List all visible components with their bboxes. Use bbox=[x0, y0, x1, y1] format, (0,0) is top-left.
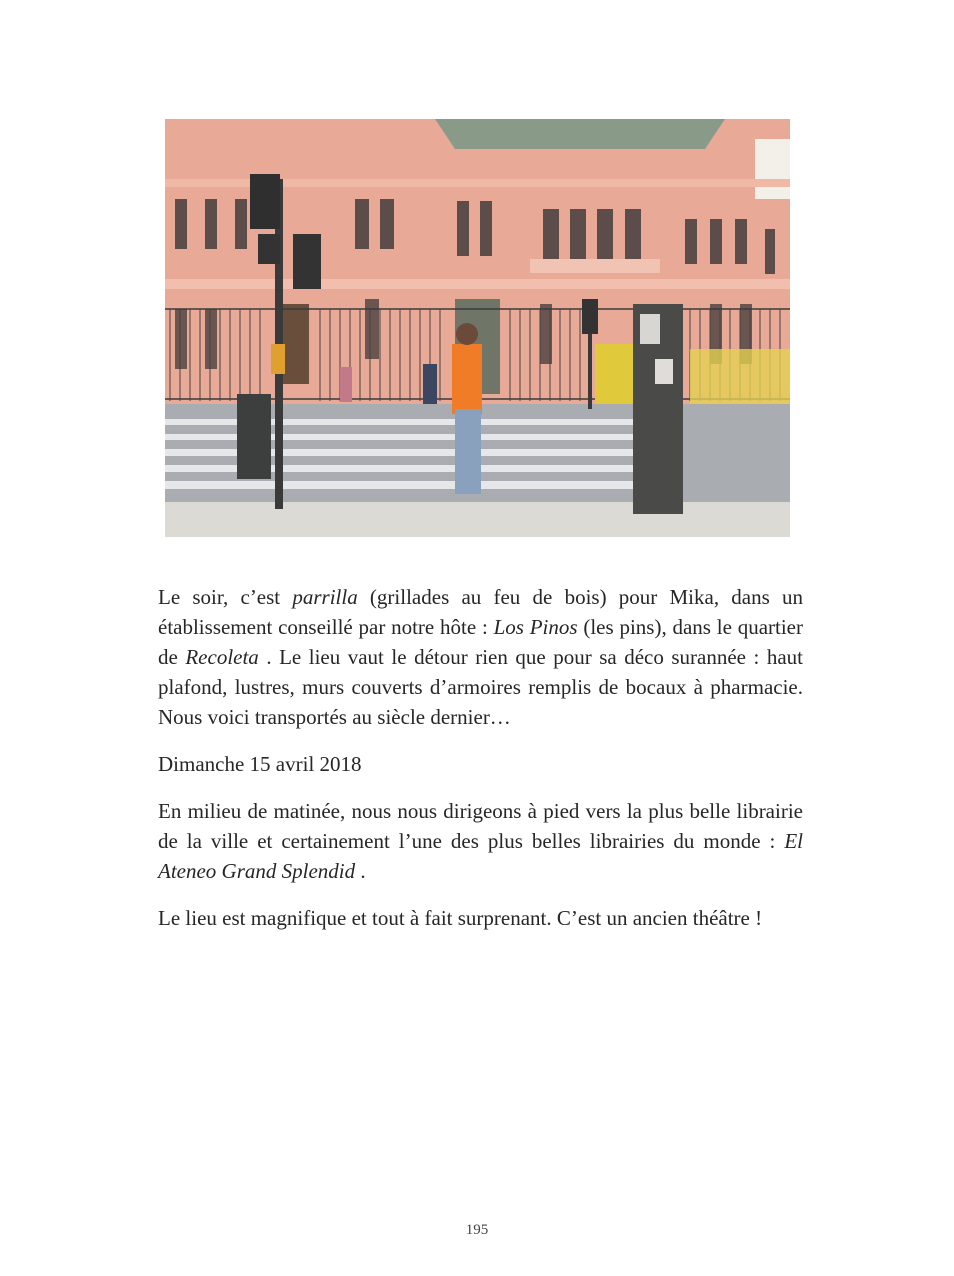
italic-term-parrilla: parrilla bbox=[292, 585, 358, 609]
paragraph-library bbox=[158, 796, 803, 886]
page-number: 195 bbox=[465, 1222, 489, 1238]
text-span: (grillades au feu de bois) pour Mika, dans un établissement conseillé par notre hôte : bbox=[158, 585, 803, 639]
text-span: Le soir, c’est bbox=[158, 585, 293, 609]
italic-term-recoleta: Recoleta bbox=[185, 645, 259, 669]
text-span: . Le lieu vaut le détour rien que pour sa déco surannée : haut plafond, lustres, murs couverts d’armoires remplis de bocaux à pharmacie. Nous voici transportés au siècle dernier… bbox=[158, 645, 804, 729]
italic-term-el-ateneo: El Ateneo Grand Splendid bbox=[158, 829, 803, 883]
text-span: En milieu de matinée, nous nous dirigeons à pied vers la plus belle librairie de la ville et certainement l’une des plus belles librairies du monde : bbox=[158, 799, 803, 853]
paragraph-evening bbox=[158, 582, 803, 732]
paragraph-date: Dimanche 15 avril 2018 bbox=[158, 752, 362, 776]
body-text bbox=[158, 582, 803, 950]
italic-term-los-pinos: Los Pinos bbox=[493, 615, 578, 639]
text-span: (les pins), dans le quartier de bbox=[158, 615, 803, 669]
text-span: . bbox=[355, 859, 366, 883]
photo-image bbox=[165, 119, 790, 537]
paragraph-theatre: Le lieu est magnifique et tout à fait surprenant. C’est un ancien théâtre ! bbox=[158, 906, 763, 930]
